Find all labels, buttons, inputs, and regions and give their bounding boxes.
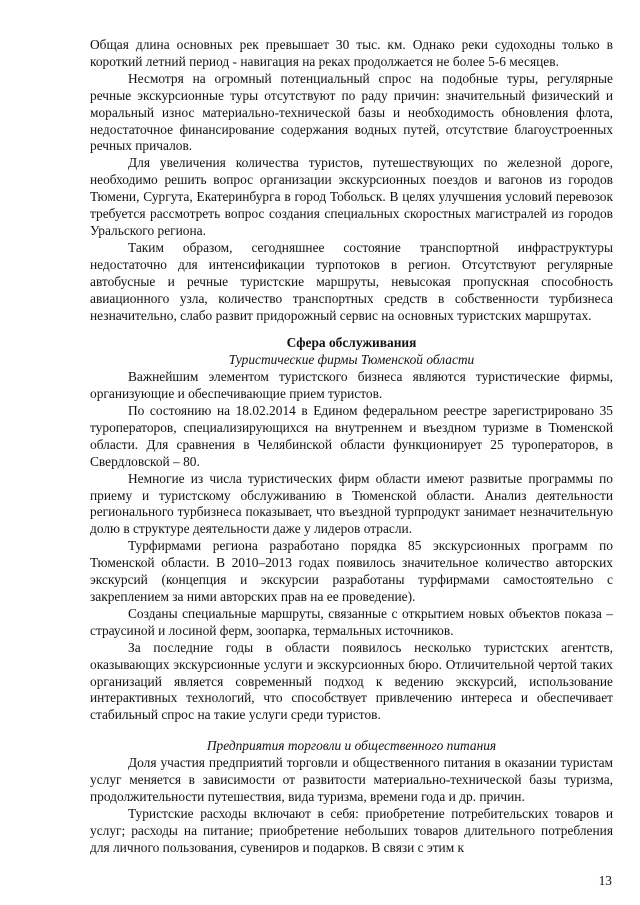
paragraph: Немногие из числа туристических фирм области имеют развитые программы по приему и туристскому обслуживанию в Тюменской области. Анализ деятельности регионального турбизнеса показывает, что въездной турпродукт занимает незначительную долю в структуре деятельности даже у лидеров отрасли. — [90, 470, 613, 537]
subsection-title: Туристические фирмы Тюменской области — [228, 352, 475, 368]
paragraph: По состоянию на 18.02.2014 в Едином федеральном реестре зарегистрировано 35 туроператоров, специализирующихся на внутреннем и въездном туризме в Тюменской области. Для сравнения в Челябинской области функционирует 25 туроператоров, в Свердловской – 80. — [90, 403, 613, 469]
paragraph: Важнейшим элементом туристского бизнеса являются туристические фирмы, организующие и обеспечивающие прием туристов. — [90, 369, 613, 402]
paragraph: Доля участия предприятий торговли и общественного питания в оказании туристам услуг меняется в зависимости от развитости материально-технической базы туризма, продолжительности путешествия, вида туризма, времени года и др. причин. — [90, 755, 613, 804]
paragraph: Несмотря на огромный потенциальный спрос на подобные туры, регулярные речные экскурсионные туры отсутствуют по раду причин: значительный физический и моральный износ материально-технической базы и необходимость обновления флота, недостаточное финансирование содержания водных путей, отсутствие благоустроенных речных причалов. — [90, 70, 613, 154]
section-title: Сфера обслуживания — [286, 335, 417, 351]
paragraph: За последние годы в области появилось несколько туристских агентств, оказывающих экскурсионные услуги и экскурсионных бюро. Отличительной чертой таких организаций является современный подход к ведению экскурсий, использование интерактивных технологий, что способствует привлечению интереса и обеспечивает стабильный спрос на такие услуги среди туристов. — [90, 639, 613, 723]
paragraph: Созданы специальные маршруты, связанные с открытием новых объектов показа – страусиной и лосиной ферм, зоопарка, термальных источников. — [90, 605, 613, 638]
paragraph: Таким образом, сегодняшнее состояние транспортной инфраструктуры недостаточно для интенсификации турпотоков в регион. Отсутствуют регулярные автобусные и речные туристские маршруты, невысокая пропускная способность авиационного узла, количество транспортных средств в собственности турбизнеса незначительно, слабо развит придорожный сервис на основных туристских маршрутах. — [90, 239, 613, 323]
paragraph: Общая длина основных рек превышает 30 тыс. км. Однако реки судоходны только в короткий летний период - навигация на реках продолжается не более 5-6 месяцев. — [90, 37, 613, 69]
paragraph: Для увеличения количества туристов, путешествующих по железной дороге, необходимо решить вопрос организации экскурсионных поездов и вагонов из городов Тюмени, Сургута, Екатеринбурга в город Тобольск. В целях улучшения условий перевозок требуется рассмотреть вопрос создания специальных скоростных магистралей из городов Уральского региона. — [90, 155, 613, 238]
page-number: 13 — [598, 873, 612, 888]
subsection-title: Предприятия торговли и общественного питания — [206, 738, 497, 754]
paragraph: Турфирмами региона разработано порядка 85 экскурсионных программ по Тюменской области. В 2010–2013 годах появилось значительное количество авторских экскурсий (концепция и экскурсии разработаны турфирмами самостоятельно с закреплением за ними авторских прав на ее проведение). — [90, 538, 613, 604]
paragraph: Туристские расходы включают в себя: приобретение потребительских товаров и услуг; расходы на питание; приобретение небольших товаров длительного потребления для личного пользования, сувениров и подарков. В связи с этим к — [90, 805, 613, 855]
